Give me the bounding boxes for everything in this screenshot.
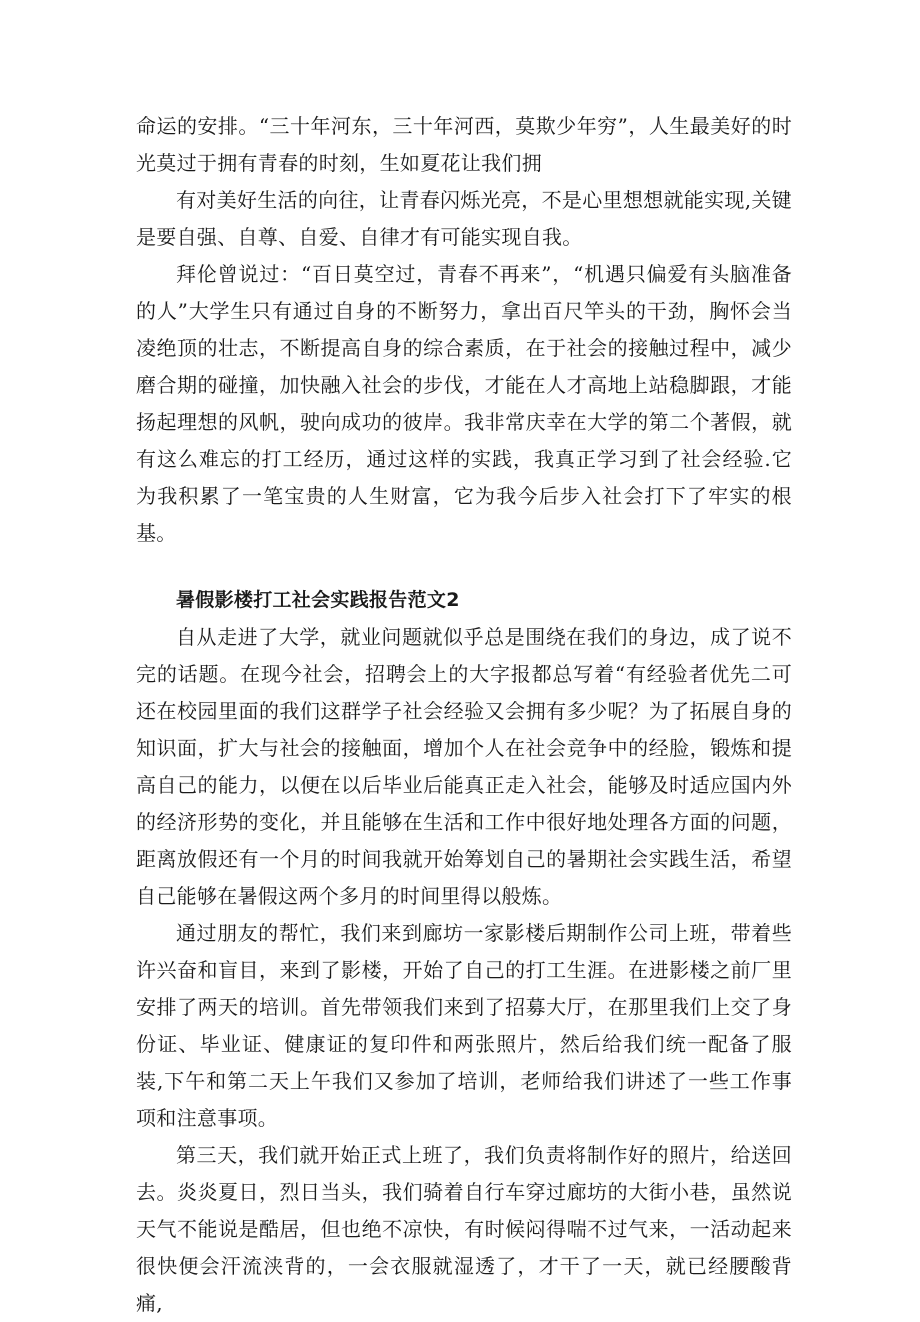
paragraph-studio-training: 通过朋友的帮忙，我们来到廊坊一家影楼后期制作公司上班，带着些许兴奋和盲目，来到了影楼，开始了自己的打工生涯。在进影楼之前厂里安排了两天的培训。首先带领我们来到了招募大厅，在那里我们上交了身份证、毕业证、健康证的复印件和两张照片，然后给我们统一配备了服装,下午和第二天上午我们又参加了培训，老师给我们讲述了一些工作事项和注意事项。 — [136, 921, 792, 1130]
paragraph-third-day: 第三天，我们就开始正式上班了，我们负责将制作好的照片，给送回去。炎炎夏日，烈日当头，我们骑着自行车穿过廊坊的大街小巷，虽然说天气不能说是酷居，但也绝不凉快，有时候闷得喘不过气来，一活动起来很快便会汗流浃背的，一会衣服就湿透了，才干了一天，就已经腰酸背痛, — [136, 1143, 792, 1315]
section-heading — [136, 582, 792, 619]
paragraph-byron-quote: 拜伦曾说过：“百日莫空过，青春不再来”，“机遇只偏爱有头脑准备的人”大学生只有通过自身的不断努力，拿出百尺竿头的干劲，胸怀会当凌绝顶的壮志，不断提高自身的综合素质，在于社会的接触过程中，减少磨合期的碰撞，加快融入社会的步伐，才能在人才高地上站稳脚跟，才能扬起理想的风帆，驶向成功的彼岸。我非常庆幸在大学的第二个著假，就有这么难忘的打工经历，通过这样的实践，我真正学习到了社会经验.它为我积累了一笔宝贵的人生财富，它为我今后步入社会打下了牢实的根基。 — [136, 262, 792, 545]
paragraph-youth: 有对美好生活的向往，让青春闪烁光亮，不是心里想想就能实现,关键是要自强、自尊、自爱、自律才有可能实现自我。 — [136, 188, 792, 249]
section-heading-text: 暑假影楼打工社会实践报告范文 — [176, 589, 447, 611]
paragraph-continuation: 命运的安排。“三十年河东，三十年河西，莫欺少年穷”，人生最美好的时光莫过于拥有青春的时刻，生如夏花让我们拥 — [136, 114, 792, 175]
document-page — [136, 108, 792, 1322]
paragraph-employment: 自从走进了大学，就业问题就似乎总是围绕在我们的身边，成了说不完的话题。在现今社会，招聘会上的大字报都总写着“有经验者优先二可还在校园里面的我们这群学子社会经验又会拥有多少呢？为了拓展自身的知识面，扩大与社会的接触面，增加个人在社会竞争中的经脸，锻炼和提高自己的能力，以便在以后毕业后能真正走入社会，能够及时适应国内外的经济形势的变化，并且能够在生活和工作中很好地处理各方面的问题，距离放假还有一个月的时间我就开始筹划自己的暑期社会实践生活，希望自己能够在暑假这两个多月的时间里得以般炼。 — [136, 625, 792, 908]
section-heading-number: 2 — [446, 589, 460, 611]
